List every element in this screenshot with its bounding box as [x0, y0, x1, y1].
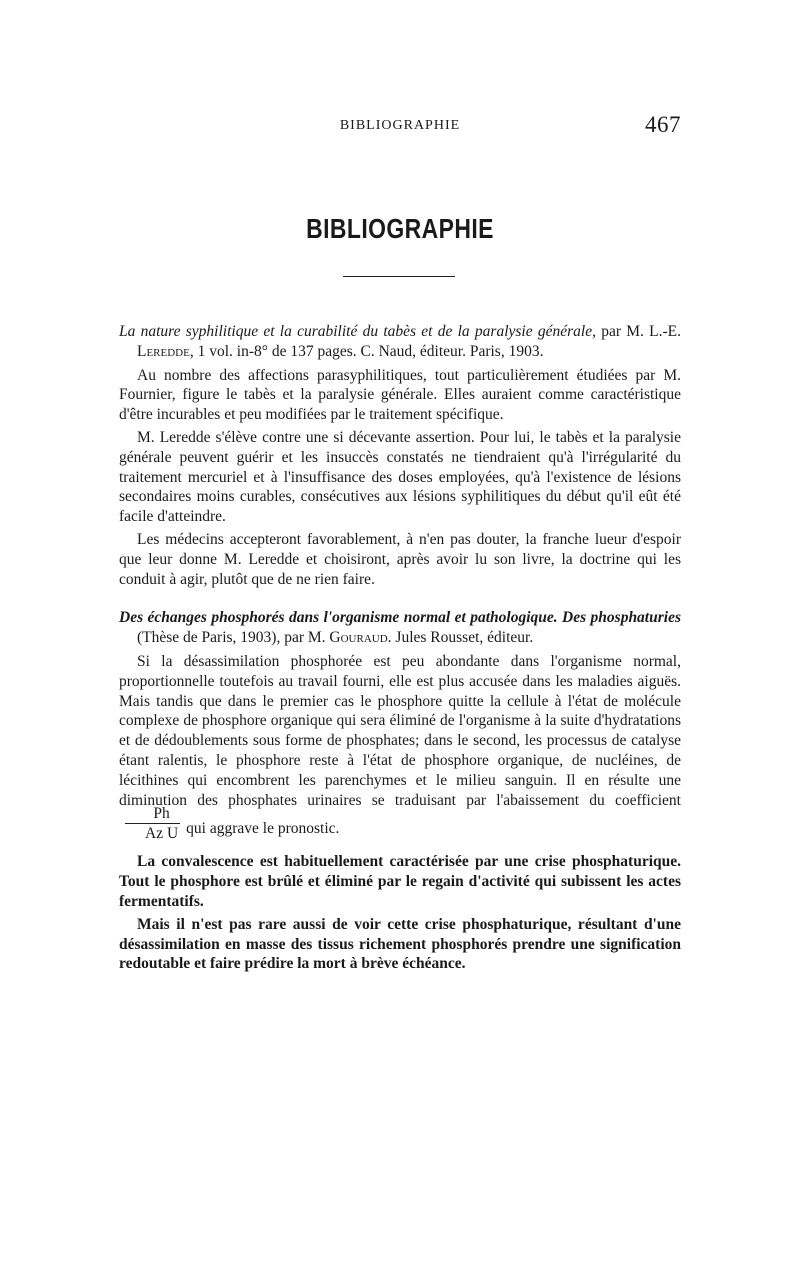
fraction-numerator: Ph [153, 805, 170, 823]
review-2-paragraph-text: Si la désassimilation phosphorée est peu abondante dans l'organisme normal, proportionnelle toutefois au travail fourni, elle est plus accusée dans les maladies aiguës. Mais tandis que dans le premier cas le phosphore quitte la cellule à l'état de molécule complexe de phosphore organique qui sera éliminé de l'organisme à la suite d'hydratations et de dédoublements sous forme de phosphates; dans le second, les processus de catalyse étant ralentis, le phosphore reste à l'état de phosphore organique, de nucléines, de lécithines qui encombrent les parenchymes et le milieu sanguin. Il en résulte une diminution des phosphates urinaires se traduisant par l'abaissement du coefficient [119, 652, 681, 809]
review-2-publisher: . Jules Rousset, éditeur. [387, 629, 534, 647]
review-1-author: Leredde [137, 342, 190, 360]
review-1-details: , 1 vol. in-8° de 137 pages. C. Naud, éditeur. Paris, 1903. [189, 342, 544, 360]
review-1-author-prefix: par M. L.-E. [601, 323, 681, 340]
review-2-details: (Thèse de Paris, 1903), par M. [137, 629, 326, 647]
page-title: BIBLIOGRAPHIE [306, 213, 494, 244]
review-1-title: La nature syphilitique et la curabilité du tabès et de la paralysie générale, [119, 323, 596, 340]
review-1-paragraph: M. Leredde s'élève contre une si décevante assertion. Pour lui, le tabès et la paralysie générale peuvent guérir et les insuccès constatés ne tiendraient qu'à l'irrégularité du traitement mercuriel et à l'insuffisance des doses employées, qu'à l'existence de lésions secondaires moins curables, consécutives aux lésions syphilitiques du début qu'il eût été facile d'atteindre. [119, 428, 681, 526]
review-2-author: Gouraud [329, 629, 388, 647]
review-1-citation [119, 322, 681, 362]
review-2-citation [119, 608, 681, 648]
page-number: 467 [645, 112, 681, 137]
review-2-paragraph [119, 652, 681, 849]
review-2-paragraph: La convalescence est habituellement caractérisée par une crise phosphaturique. Tout le phosphore est brûlé et éliminé par le regain d'activité qui subissent les actes fermentatifs. [119, 853, 681, 910]
review-2-paragraph-end: qui aggrave le pronostic. [186, 820, 340, 838]
review-1-paragraph: Les médecins accepteront favorablement, à n'en pas douter, la franche lueur d'espoir que leur donne M. Leredde et choisiront, après avoir lu son livre, la doctrine qui les conduit à agir, plutôt que de ne rien faire. [119, 530, 681, 588]
coefficient-fraction [125, 804, 180, 843]
running-header [119, 112, 681, 144]
review-2-paragraph: Mais il n'est pas rare aussi de voir cette crise phosphaturique, résultant d'une désassimilation en masse des tissus richement phosphorés prendre une signification redoutable et faire prédire la mort à brève échéance. [119, 915, 681, 973]
title-rule [343, 276, 455, 277]
article-body [119, 322, 681, 977]
running-title: BIBLIOGRAPHIE [339, 118, 461, 133]
review-2-title: Des échanges phosphorés dans l'organisme normal et pathologique. Des phosphaturies [119, 609, 681, 627]
review-1-paragraph: Au nombre des affections parasyphilitiques, tout particulièrement étudiées par M. Fournier, figure le tabès et la paralysie générale. Elles auraient comme caractéristique d'être incurables et peu modifiées par le traitement spécifique. [119, 366, 681, 424]
section-gap [119, 592, 681, 608]
fraction-denominator: Az U [125, 823, 180, 843]
